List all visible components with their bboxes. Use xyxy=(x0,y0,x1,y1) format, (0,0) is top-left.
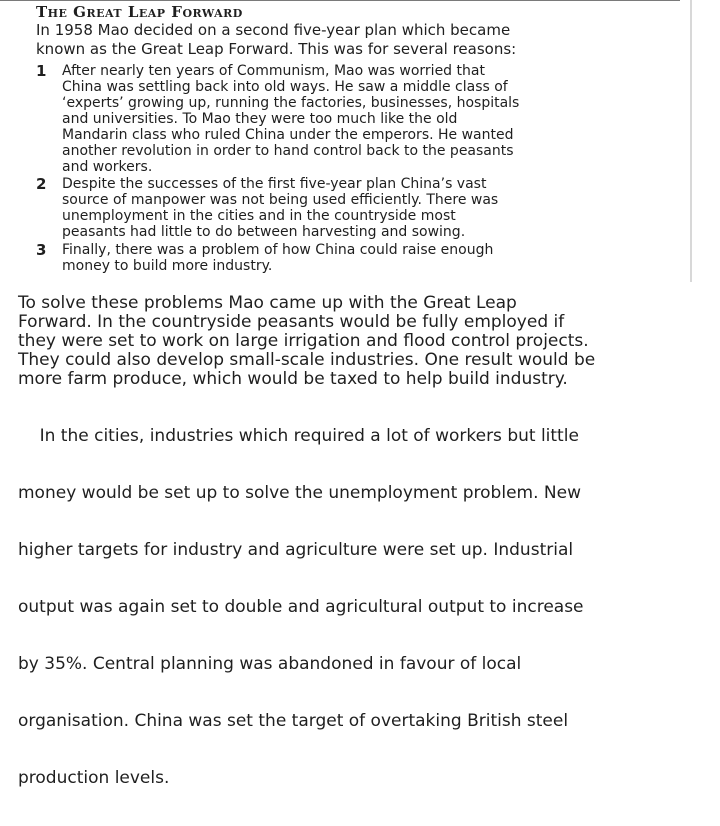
reason-number: 1 xyxy=(36,62,47,80)
paragraph-2 xyxy=(18,389,584,826)
paragraph-line: In the cities, industries which required a lot of workers but little xyxy=(18,426,579,446)
intro-line: In 1958 Mao decided on a second five-year plan which became xyxy=(36,21,511,39)
reason-line: and universities. To Mao they were too much like the old xyxy=(62,111,458,127)
scanned-textbook-excerpt xyxy=(0,0,692,282)
reason-line: and workers. xyxy=(62,159,153,175)
paragraph-line: They could also develop small-scale industries. One result would be xyxy=(18,350,596,370)
reason-text xyxy=(62,176,682,240)
enlarged-excerpt xyxy=(0,284,720,788)
intro-line: known as the Great Leap Forward. This was for several reasons: xyxy=(36,40,517,58)
paragraph-1 xyxy=(18,294,595,389)
reason-line: After nearly ten years of Communism, Mao was worried that xyxy=(62,63,485,79)
reason-line: China was settling back into old ways. He saw a middle class of xyxy=(62,79,508,95)
paragraph-line: they were set to work on large irrigation and flood control projects. xyxy=(18,331,589,351)
reason-line: another revolution in order to hand control back to the peasants xyxy=(62,143,514,159)
reason-line: Mandarin class who ruled China under the emperors. He wanted xyxy=(62,127,514,143)
paragraph-line: money would be set up to solve the unemployment problem. New xyxy=(18,483,581,503)
reason-number: 2 xyxy=(36,175,47,193)
reason-line: Despite the successes of the first five-year plan China’s vast xyxy=(62,176,487,192)
paragraph-line: To solve these problems Mao came up with the Great Leap xyxy=(18,293,517,313)
reason-line: Finally, there was a problem of how China could raise enough xyxy=(62,242,494,258)
paragraph-line: by 35%. Central planning was abandoned in favour of local xyxy=(18,654,522,674)
reason-number: 3 xyxy=(36,241,47,259)
reason-text xyxy=(62,63,682,175)
reason-line: peasants had little to do between harvesting and sowing. xyxy=(62,224,466,240)
reason-line: source of manpower was not being used efficiently. There was xyxy=(62,192,499,208)
paragraph-line: production levels. xyxy=(18,768,170,788)
reason-line: ‘experts’ growing up, running the factories, businesses, hospitals xyxy=(62,95,520,111)
paragraph-line: organisation. China was set the target of overtaking British steel xyxy=(18,711,569,731)
section-title: The Great Leap Forward xyxy=(36,3,243,21)
reason-line: money to build more industry. xyxy=(62,258,273,274)
paragraph-line: more farm produce, which would be taxed to help build industry. xyxy=(18,369,568,389)
reason-text xyxy=(62,242,682,274)
reason-line: unemployment in the cities and in the countryside most xyxy=(62,208,456,224)
top-rule xyxy=(0,0,680,1)
paragraph-line: output was again set to double and agricultural output to increase xyxy=(18,597,584,617)
paragraph-line: Forward. In the countryside peasants would be fully employed if xyxy=(18,312,565,332)
paragraph-line: higher targets for industry and agriculture were set up. Industrial xyxy=(18,540,574,560)
intro-text xyxy=(36,21,676,59)
